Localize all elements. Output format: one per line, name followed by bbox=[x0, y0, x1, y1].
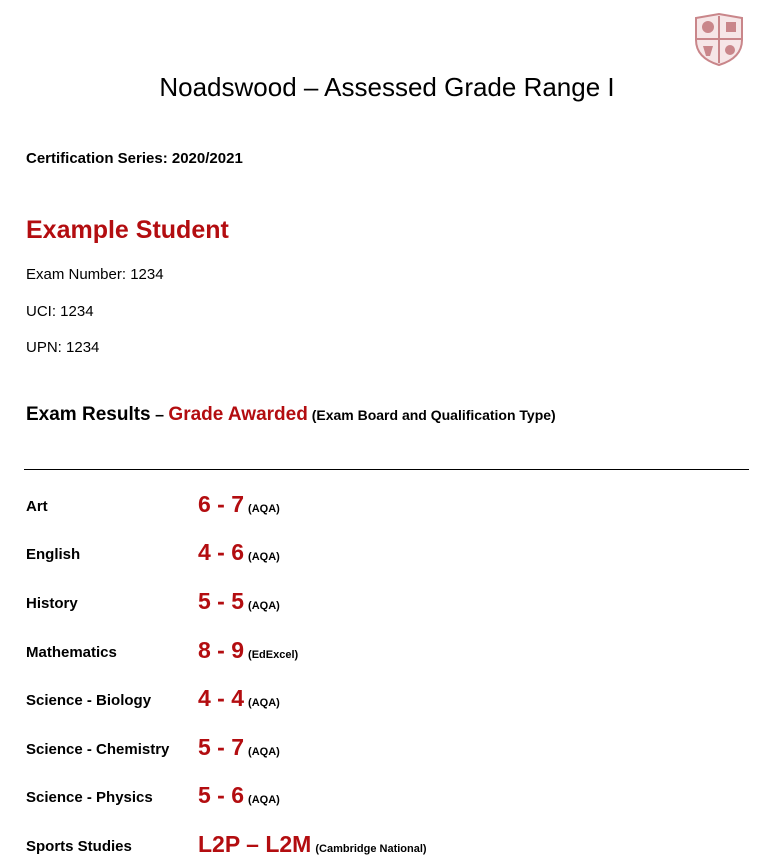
exam-board: (AQA) bbox=[248, 503, 280, 515]
exam-board: (Cambridge National) bbox=[315, 843, 427, 855]
student-name: Example Student bbox=[26, 216, 229, 244]
results-heading-note: (Exam Board and Qualification Type) bbox=[307, 407, 556, 423]
exam-board: (AQA) bbox=[248, 600, 280, 612]
exam-board: (AQA) bbox=[248, 746, 280, 758]
grade-value: L2P – L2M bbox=[198, 831, 312, 857]
results-heading-main: Exam Results bbox=[26, 404, 151, 425]
result-row bbox=[26, 727, 726, 761]
exam-number: Exam Number: 1234 bbox=[26, 266, 164, 283]
subject-label: History bbox=[26, 595, 78, 612]
result-row bbox=[26, 532, 726, 566]
grade-value: 4 - 6 bbox=[198, 539, 245, 565]
result-row bbox=[26, 630, 726, 664]
upn: UPN: 1234 bbox=[26, 339, 100, 356]
subject-label: Mathematics bbox=[26, 644, 117, 661]
uci: UCI: 1234 bbox=[26, 303, 94, 320]
results-heading-dash: – bbox=[150, 407, 169, 424]
divider bbox=[24, 469, 749, 470]
exam-board: (AQA) bbox=[248, 697, 280, 709]
grade-value: 5 - 7 bbox=[198, 734, 245, 760]
subject-label: Science - Chemistry bbox=[26, 741, 170, 758]
grade-value: 4 - 4 bbox=[198, 685, 245, 711]
exam-board: (AQA) bbox=[248, 794, 280, 806]
grade-value: 5 - 5 bbox=[198, 588, 245, 614]
exam-board: (AQA) bbox=[248, 551, 280, 563]
exam-board: (EdExcel) bbox=[248, 649, 299, 661]
result-row bbox=[26, 581, 726, 615]
results-heading-accent: Grade Awarded bbox=[168, 404, 308, 425]
result-row bbox=[26, 775, 726, 809]
grade-value: 8 - 9 bbox=[198, 637, 245, 663]
subject-label: Art bbox=[26, 498, 48, 515]
result-row bbox=[26, 484, 726, 518]
grade-value: 5 - 6 bbox=[198, 782, 245, 808]
result-row bbox=[26, 824, 726, 858]
subject-label: Science - Physics bbox=[26, 789, 153, 806]
subject-label: English bbox=[26, 546, 81, 563]
grade-value: 6 - 7 bbox=[198, 491, 245, 517]
school-crest-icon bbox=[690, 10, 748, 68]
page-title: Noadswood – Assessed Grade Range I bbox=[159, 72, 615, 102]
subject-label: Science - Biology bbox=[26, 692, 152, 709]
certification-series: Certification Series: 2020/2021 bbox=[26, 150, 243, 167]
subject-label: Sports Studies bbox=[26, 838, 132, 855]
results-heading bbox=[26, 404, 556, 426]
result-row bbox=[26, 678, 726, 712]
